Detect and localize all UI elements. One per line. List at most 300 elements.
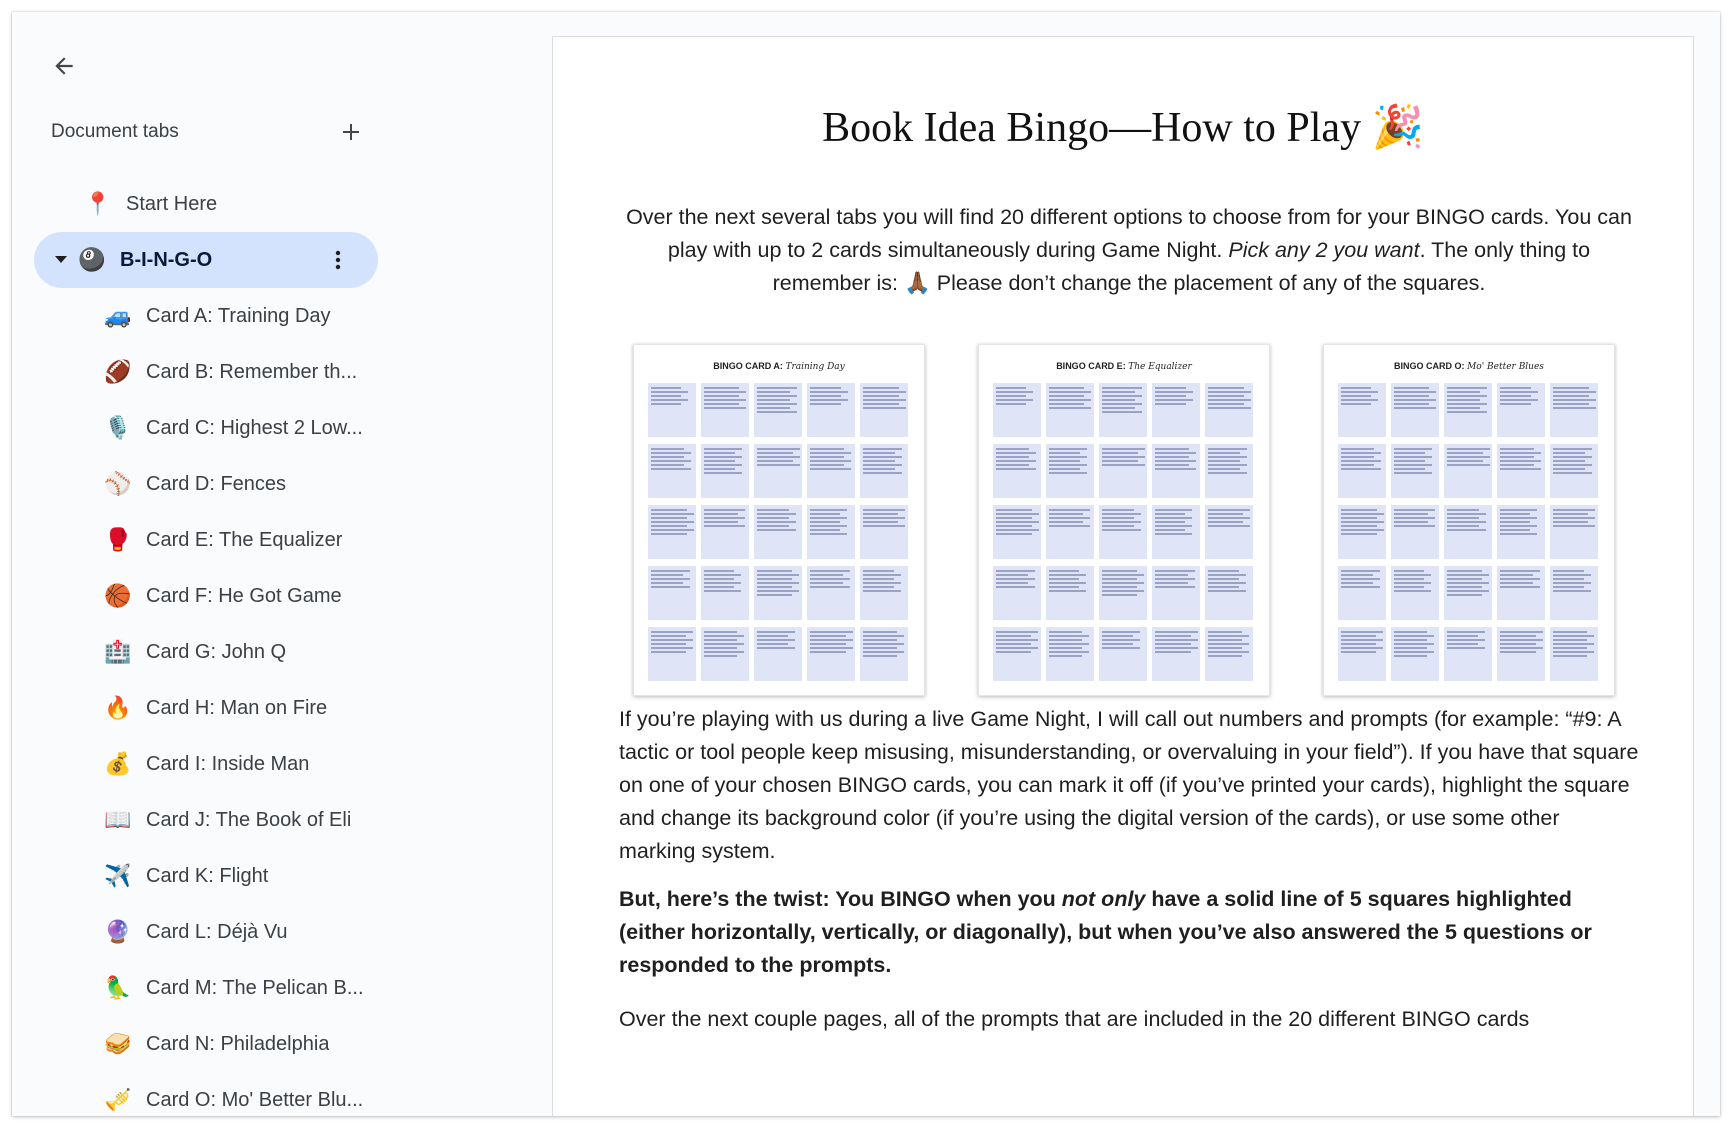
text-line — [1049, 517, 1090, 519]
text-line — [1500, 509, 1537, 511]
text-line — [1155, 395, 1186, 397]
text-line — [1155, 403, 1186, 405]
back-button[interactable] — [42, 44, 86, 88]
eight-ball-icon: 🎱 — [78, 247, 106, 272]
text-line — [810, 391, 848, 393]
card-subtitle: Mo' Better Blues — [1467, 362, 1544, 372]
text-line — [651, 578, 690, 580]
intro-text-3: Please don’t change the placement of any of the squares. — [930, 271, 1486, 295]
tab-card-h[interactable] — [12, 680, 552, 736]
text-line — [863, 407, 906, 409]
tab-card-g[interactable] — [12, 624, 552, 680]
tab-card-d[interactable] — [12, 456, 552, 512]
text-line — [651, 639, 693, 641]
text-line — [1155, 391, 1193, 393]
text-line — [1208, 448, 1247, 450]
text-line — [1341, 460, 1381, 462]
text-line — [810, 452, 851, 454]
text-line — [1208, 395, 1244, 397]
text-line — [1049, 509, 1090, 511]
text-line — [1102, 586, 1137, 588]
text-line — [704, 570, 734, 572]
bingo-square — [860, 566, 908, 620]
text-line — [651, 533, 687, 535]
prompts-paragraph: Over the next couple pages, all of the prompts that are included in the 20 different BINGO cards — [619, 1007, 1530, 1031]
card-title-label: BINGO CARD A: — [713, 361, 783, 371]
text-line — [810, 464, 844, 466]
text-line — [651, 456, 684, 458]
bingo-square — [1046, 627, 1094, 681]
text-line — [1155, 460, 1196, 462]
bingo-square — [1046, 383, 1094, 437]
text-line — [1394, 456, 1432, 458]
text-line — [1155, 509, 1192, 511]
text-line — [863, 631, 897, 633]
bingo-square — [860, 627, 908, 681]
bingo-square — [993, 444, 1041, 498]
text-line — [1208, 655, 1242, 657]
trumpet-icon: 🎺 — [104, 1087, 132, 1112]
text-line — [1049, 521, 1083, 523]
text-line — [810, 586, 850, 588]
text-line — [704, 582, 741, 584]
bingo-square — [648, 627, 696, 681]
text-line — [704, 631, 737, 633]
text-line — [1394, 631, 1427, 633]
text-line — [757, 460, 793, 462]
text-line — [704, 399, 746, 401]
text-line — [1553, 456, 1592, 458]
text-line — [1447, 399, 1480, 401]
text-line — [1208, 513, 1243, 515]
bingo-square — [1391, 505, 1439, 559]
text-line — [1208, 472, 1247, 474]
text-line — [1208, 639, 1242, 641]
text-line — [1553, 387, 1589, 389]
text-line — [996, 586, 1035, 588]
bingo-square — [1391, 566, 1439, 620]
tab-card-o[interactable] — [12, 1072, 552, 1116]
bingo-square — [1099, 383, 1147, 437]
airplane-icon: ✈️ — [104, 863, 132, 888]
open-book-icon: 📖 — [104, 807, 132, 832]
text-line — [1049, 395, 1084, 397]
basketball-icon: 🏀 — [104, 583, 132, 608]
text-line — [1447, 448, 1490, 450]
text-line — [1049, 643, 1089, 645]
bingo-square — [701, 444, 749, 498]
bingo-square — [1550, 383, 1598, 437]
text-line — [1155, 574, 1188, 576]
text-line — [1155, 582, 1188, 584]
collapse-caret-icon[interactable] — [50, 255, 72, 265]
text-line — [704, 586, 734, 588]
text-line — [1500, 586, 1540, 588]
arrow-back-icon — [51, 53, 77, 79]
bingo-square — [1099, 566, 1147, 620]
text-line — [1208, 590, 1246, 592]
twist-text-2: have a solid line of 5 squares highlighted (either horizontally, vertically, or diagonally), but when you’ve also answered the 5 questions or responded to the prompts. — [619, 887, 1592, 977]
tab-start-here[interactable] — [12, 176, 552, 232]
text-line — [996, 570, 1035, 572]
tab-card-l[interactable] — [12, 904, 552, 960]
text-line — [1208, 403, 1244, 405]
text-line — [1049, 456, 1087, 458]
text-line — [1102, 647, 1140, 649]
bingo-square — [1444, 444, 1492, 498]
text-line — [1102, 391, 1135, 393]
text-line — [757, 513, 796, 515]
text-line — [757, 395, 797, 397]
bingo-square — [1550, 566, 1598, 620]
text-line — [1049, 403, 1084, 405]
text-line — [1341, 387, 1371, 389]
bingo-square — [701, 505, 749, 559]
tab-options-button[interactable] — [318, 240, 358, 280]
text-line — [1049, 399, 1091, 401]
text-line — [1155, 635, 1191, 637]
bingo-square — [1497, 566, 1545, 620]
text-line — [1447, 529, 1486, 531]
text-line — [810, 643, 846, 645]
text-line — [757, 635, 788, 637]
text-line — [1155, 631, 1198, 633]
text-line — [1208, 574, 1246, 576]
text-line — [757, 582, 799, 584]
tab-label: Card C: Highest 2 Low... — [146, 416, 363, 439]
text-line — [757, 509, 789, 511]
text-line — [863, 403, 899, 405]
text-line — [1102, 574, 1144, 576]
text-line — [1394, 464, 1432, 466]
bingo-square — [1152, 566, 1200, 620]
text-line — [996, 456, 1029, 458]
tab-card-n[interactable] — [12, 1016, 552, 1072]
tab-list — [12, 176, 552, 1116]
text-line — [863, 578, 894, 580]
tab-card-m[interactable] — [12, 960, 552, 1016]
text-line — [757, 594, 792, 596]
text-line — [1500, 513, 1530, 515]
text-line — [996, 647, 1038, 649]
text-line — [1208, 651, 1249, 653]
text-line — [1553, 395, 1589, 397]
text-line — [1155, 521, 1185, 523]
bingo-square — [648, 383, 696, 437]
text-line — [1500, 448, 1534, 450]
text-line — [810, 631, 853, 633]
text-line — [651, 525, 687, 527]
text-line — [1208, 578, 1239, 580]
text-line — [1553, 452, 1585, 454]
text-line — [704, 655, 737, 657]
text-line — [1553, 509, 1595, 511]
text-line — [651, 448, 684, 450]
text-line — [1500, 647, 1543, 649]
text-line — [1341, 574, 1373, 576]
praying-hands-icon: 🙏🏾 — [904, 271, 931, 295]
text-line — [651, 570, 690, 572]
text-line — [1341, 533, 1377, 535]
text-line — [1553, 525, 1595, 527]
text-line — [1208, 635, 1249, 637]
text-line — [1447, 570, 1482, 572]
document-page[interactable] — [552, 36, 1694, 1116]
text-line — [1102, 395, 1142, 397]
text-line — [1394, 647, 1427, 649]
text-line — [757, 456, 800, 458]
text-line — [1341, 635, 1376, 637]
text-line — [651, 647, 693, 649]
text-line — [1553, 472, 1592, 474]
tab-card-b[interactable] — [12, 344, 552, 400]
text-line — [704, 635, 744, 637]
text-line — [996, 529, 1039, 531]
text-line — [1341, 529, 1384, 531]
text-line — [1394, 517, 1435, 519]
bingo-square — [807, 383, 855, 437]
text-line — [1049, 448, 1087, 450]
text-line — [757, 590, 799, 592]
text-line — [651, 521, 694, 523]
text-line — [1155, 464, 1189, 466]
bingo-square — [1391, 444, 1439, 498]
text-line — [1155, 639, 1198, 641]
tab-label: Card B: Remember th... — [146, 360, 358, 383]
text-line — [1500, 574, 1533, 576]
text-line — [810, 647, 853, 649]
bingo-square — [701, 383, 749, 437]
text-line — [1447, 509, 1479, 511]
text-line — [757, 639, 795, 641]
text-line — [1208, 509, 1250, 511]
text-line — [1553, 651, 1594, 653]
text-line — [863, 647, 897, 649]
text-line — [1102, 387, 1142, 389]
text-line — [996, 513, 1039, 515]
bingo-square — [1338, 627, 1386, 681]
boxing-glove-icon: 🥊 — [104, 527, 132, 552]
text-line — [1155, 578, 1195, 580]
text-line — [704, 639, 737, 641]
text-line — [651, 468, 691, 470]
parrot-icon: 🦜 — [104, 975, 132, 1000]
intro-text-1: Over the next several tabs you will find 20 different options to choose from for your BINGO cards. You can play with up to 2 cards simultaneously during Game Night. — [626, 205, 1632, 262]
text-line — [1341, 456, 1374, 458]
text-line — [1102, 578, 1137, 580]
bingo-square — [1046, 444, 1094, 498]
football-icon: 🏈 — [104, 359, 132, 384]
bingo-square — [754, 566, 802, 620]
tab-label: Card H: Man on Fire — [146, 696, 328, 719]
text-line — [1500, 582, 1533, 584]
bingo-square — [1099, 505, 1147, 559]
text-line — [1049, 452, 1080, 454]
bingo-grid — [993, 383, 1255, 683]
text-line — [1341, 578, 1380, 580]
bingo-card-o-image — [1323, 344, 1615, 696]
text-line — [1553, 521, 1588, 523]
text-line — [1394, 468, 1425, 470]
tab-label: Card O: Mo' Better Blu... — [146, 1088, 364, 1111]
text-line — [1447, 452, 1483, 454]
text-line — [1553, 639, 1587, 641]
bingo-square — [1046, 566, 1094, 620]
text-line — [1208, 464, 1247, 466]
text-line — [996, 452, 1036, 454]
text-line — [1500, 643, 1536, 645]
bingo-square — [807, 444, 855, 498]
text-line — [1394, 472, 1432, 474]
text-line — [1500, 403, 1531, 405]
text-line — [1500, 452, 1541, 454]
text-line — [1208, 456, 1247, 458]
tab-card-k[interactable] — [12, 848, 552, 904]
text-line — [996, 517, 1032, 519]
text-line — [1341, 391, 1378, 393]
text-line — [996, 521, 1039, 523]
text-line — [1049, 570, 1079, 572]
text-line — [1553, 635, 1594, 637]
text-line — [1447, 639, 1485, 641]
tab-label: Card F: He Got Game — [146, 584, 342, 607]
text-line — [1553, 643, 1594, 645]
bingo-square — [648, 505, 696, 559]
text-line — [996, 631, 1038, 633]
text-line — [863, 509, 905, 511]
party-popper-icon: 🎉 — [1371, 105, 1424, 151]
text-line — [1500, 651, 1536, 653]
text-line — [810, 635, 846, 637]
text-line — [1341, 509, 1377, 511]
text-line — [704, 517, 745, 519]
bingo-square — [1205, 627, 1253, 681]
text-line — [651, 452, 691, 454]
text-line — [1155, 452, 1196, 454]
bingo-square — [754, 383, 802, 437]
text-line — [810, 533, 847, 535]
text-line — [1049, 574, 1086, 576]
text-line — [1341, 525, 1377, 527]
text-line — [1049, 651, 1089, 653]
text-line — [1553, 513, 1588, 515]
text-line — [704, 651, 744, 653]
text-line — [810, 574, 843, 576]
add-tab-button[interactable] — [331, 112, 371, 152]
text-line — [1155, 647, 1198, 649]
intro-text-2: . The only thing to remember is: — [772, 238, 1591, 295]
car-icon: 🚙 — [104, 303, 132, 328]
tab-card-j[interactable] — [12, 792, 552, 848]
text-line — [651, 635, 686, 637]
bingo-square — [1497, 627, 1545, 681]
text-line — [1447, 387, 1487, 389]
text-line — [1341, 639, 1383, 641]
text-line — [704, 521, 738, 523]
text-line — [1208, 586, 1239, 588]
text-line — [704, 643, 744, 645]
bingo-square — [993, 566, 1041, 620]
text-line — [704, 387, 739, 389]
text-line — [996, 574, 1028, 576]
text-line — [757, 586, 792, 588]
text-line — [1155, 513, 1185, 515]
text-line — [1102, 509, 1134, 511]
bingo-square — [1391, 383, 1439, 437]
text-line — [757, 631, 795, 633]
card-title — [634, 361, 924, 372]
game-night-paragraph: If you’re playing with us during a live Game Night, I will call out numbers and prompts (for example: “#9: A tactic or tool people keep misusing, misunderstanding, or overvaluing in your field”). If you have that square on one of your chosen BINGO cards, you can mark it off (if you’ve printed your cards), highlight the square and change its background color (if you’re using the digital version of the cards), or use some other marking system. — [619, 707, 1639, 863]
text-line — [1500, 631, 1543, 633]
tab-bingo[interactable] — [34, 232, 378, 288]
intro-paragraph — [619, 201, 1639, 300]
text-line — [1155, 651, 1191, 653]
card-title-label: BINGO CARD O: — [1394, 361, 1465, 371]
text-line — [757, 525, 789, 527]
tab-card-c[interactable] — [12, 400, 552, 456]
text-line — [704, 525, 745, 527]
tab-card-i[interactable] — [12, 736, 552, 792]
text-line — [810, 387, 841, 389]
text-line — [1394, 391, 1436, 393]
text-line — [1394, 639, 1427, 641]
tab-card-a[interactable] — [12, 288, 552, 344]
text-line — [704, 509, 745, 511]
pin-icon: 📍 — [84, 191, 112, 216]
text-line — [1102, 513, 1141, 515]
text-line — [1341, 403, 1371, 405]
text-line — [1553, 517, 1595, 519]
text-line — [863, 643, 904, 645]
bingo-square — [1391, 627, 1439, 681]
bingo-square — [1497, 383, 1545, 437]
text-line — [651, 399, 688, 401]
bingo-square — [1444, 383, 1492, 437]
text-line — [1447, 407, 1480, 409]
text-line — [1208, 468, 1240, 470]
text-line — [1553, 407, 1596, 409]
text-line — [1394, 403, 1429, 405]
tab-card-e[interactable] — [12, 512, 552, 568]
text-line — [1394, 448, 1432, 450]
text-line — [863, 456, 902, 458]
text-line — [651, 582, 683, 584]
text-line — [651, 395, 681, 397]
tab-card-f[interactable] — [12, 568, 552, 624]
tab-label: Card L: Déjà Vu — [146, 920, 288, 943]
text-line — [863, 590, 901, 592]
text-line — [1500, 521, 1530, 523]
text-line — [996, 468, 1036, 470]
text-line — [810, 399, 848, 401]
bingo-square — [1444, 505, 1492, 559]
bingo-square — [1338, 383, 1386, 437]
caret-down-icon — [54, 255, 68, 265]
text-line — [1447, 574, 1489, 576]
text-line — [1447, 521, 1486, 523]
bingo-square — [1152, 505, 1200, 559]
twist-text-1: But, here’s the twist: You BINGO when you — [619, 887, 1062, 911]
text-line — [1447, 395, 1487, 397]
bingo-square — [754, 444, 802, 498]
text-line — [1447, 411, 1487, 413]
bingo-grid — [648, 383, 910, 683]
bingo-square — [993, 627, 1041, 681]
text-line — [651, 464, 684, 466]
text-line — [1447, 635, 1478, 637]
text-line — [704, 574, 741, 576]
text-line — [1341, 651, 1376, 653]
